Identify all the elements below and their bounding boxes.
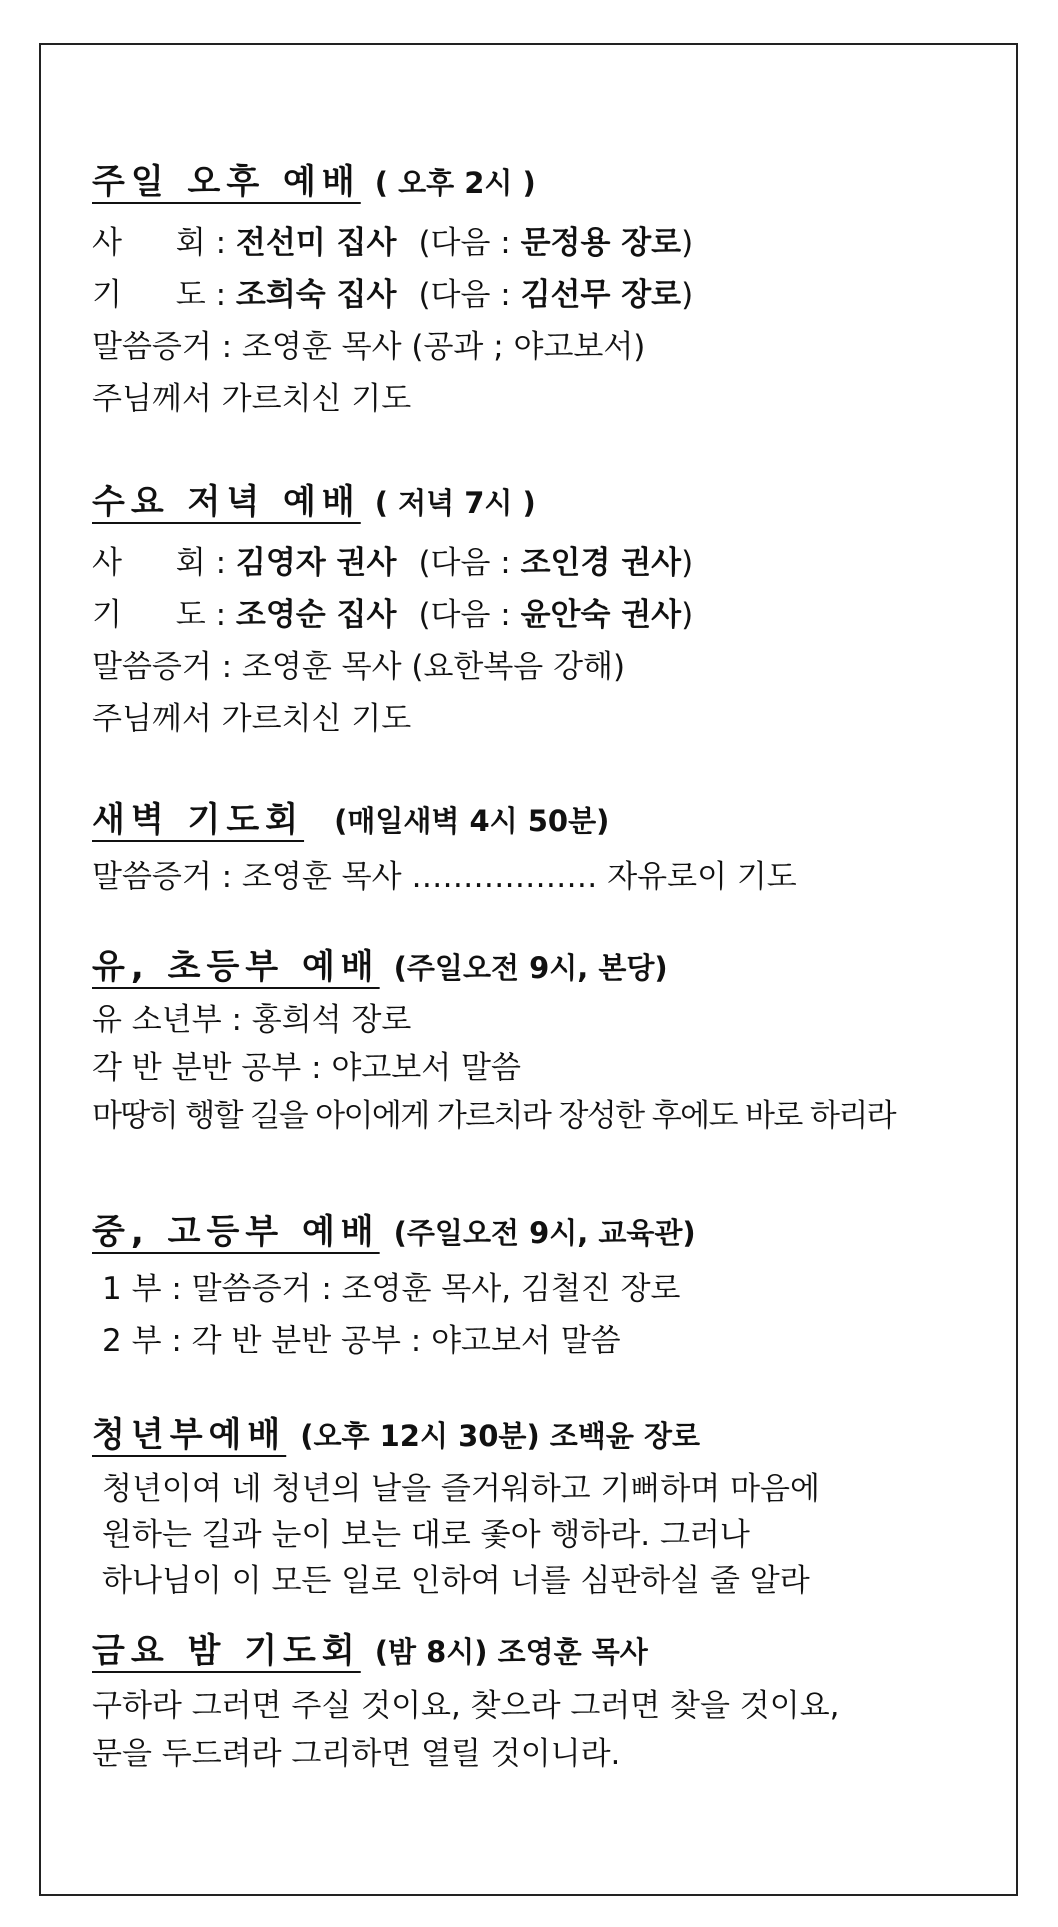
sermon-line: 말씀증거 : 조영훈 목사 (공과 ; 야고보서) [92,329,646,365]
section-title: 청년부예배 [92,1415,287,1455]
next-host-name: 조인경 권사 [520,545,682,581]
prayer-line: 기 도 : 조영순 집사 (다음 : 윤안숙 권사) [92,589,992,641]
part2-line: 2 부 : 각 반 분반 공부 : 야고보서 말씀 [102,1323,621,1359]
section-title: 유, 초등부 예배 [92,947,380,987]
verse-line-1: 청년이여 네 청년의 날을 즐거워하고 기뻐하며 마음에 [102,1471,820,1507]
section-time: (매일새벽 4시 50분) [334,804,610,838]
verse-line: 마땅히 행할 길을 아이에게 가르치라 장성한 후에도 바로 하리라 [92,1098,896,1134]
next-prefix: (다음 : [418,277,511,313]
section-time: (밤 8시) 조영훈 목사 [374,1635,648,1669]
prayer-line: 기 도 : 조희숙 집사 (다음 : 김선무 장로) [92,269,992,321]
verse-line-1: 구하라 그러면 주실 것이요, 찾으라 그러면 찾을 것이요, [92,1688,840,1724]
section-title: 새벽 기도회 [92,800,305,840]
verse-line-2: 문을 두드려라 그리하면 열릴 것이니라. [92,1736,621,1772]
section-header [92,482,992,522]
section-header [92,947,992,987]
section-title: 금요 밤 기도회 [92,1631,361,1671]
next-prefix: (다음 : [418,225,511,261]
verse-line-2: 원하는 길과 눈이 보는 대로 좇아 행하라. 그러나 [102,1517,750,1553]
section-title: 주일 오후 예배 [92,162,361,202]
section-time: (주일오전 9시, 본당) [393,951,668,985]
section-time: ( 저녁 7시 ) [374,486,536,520]
study-line: 각 반 분반 공부 : 야고보서 말씀 [92,1050,521,1086]
section-youth [92,1212,992,1367]
prayer-label: 기 도 [92,277,206,313]
next-prayer-name: 윤안숙 권사 [520,597,682,633]
sermon-line: 말씀증거 : 조영훈 목사 ……………… 자유로이 기도 [92,859,797,895]
section-header [92,1212,992,1252]
section-time: (오후 12시 30분) 조백윤 장로 [300,1419,700,1453]
section-sunday-afternoon [92,162,992,425]
section-time: (주일오전 9시, 교육관) [393,1216,696,1250]
section-wednesday-evening [92,482,992,745]
teacher-line: 유 소년부 : 홍희석 장로 [92,1002,412,1038]
section-header [92,162,992,202]
part1-line: 1 부 : 말씀증거 : 조영훈 목사, 김철진 장로 [102,1271,681,1307]
host-name: 김영자 권사 [235,545,397,581]
host-line: 사 회 : 김영자 권사 (다음 : 조인경 권사) [92,537,992,589]
section-time: ( 오후 2시 ) [374,166,536,200]
section-friday-night [92,1631,992,1778]
host-label: 사 회 [92,545,206,581]
prayer-name: 조희숙 집사 [235,277,397,313]
prayer-name: 조영순 집사 [235,597,397,633]
next-prefix: (다음 : [418,545,511,581]
section-title: 중, 고등부 예배 [92,1212,380,1252]
section-title: 수요 저녁 예배 [92,482,361,522]
prayer-label: 기 도 [92,597,206,633]
next-host-name: 문정용 장로 [520,225,682,261]
verse-line-3: 하나님이 이 모든 일로 인하여 너를 심판하실 줄 알라 [102,1563,810,1599]
lords-prayer-line: 주님께서 가르치신 기도 [92,381,412,417]
host-name: 전선미 집사 [235,225,397,261]
section-header [92,800,992,840]
host-label: 사 회 [92,225,206,261]
section-dawn-prayer [92,800,992,903]
section-young-adult [92,1415,992,1604]
next-prayer-name: 김선무 장로 [520,277,682,313]
sermon-line: 말씀증거 : 조영훈 목사 (요한복음 강해) [92,649,626,685]
lords-prayer-line: 주님께서 가르치신 기도 [92,701,412,737]
host-line: 사 회 : 전선미 집사 (다음 : 문정용 장로) [92,217,992,269]
section-header [92,1415,992,1455]
section-header [92,1631,992,1671]
next-prefix: (다음 : [418,597,511,633]
section-children [92,947,992,1140]
